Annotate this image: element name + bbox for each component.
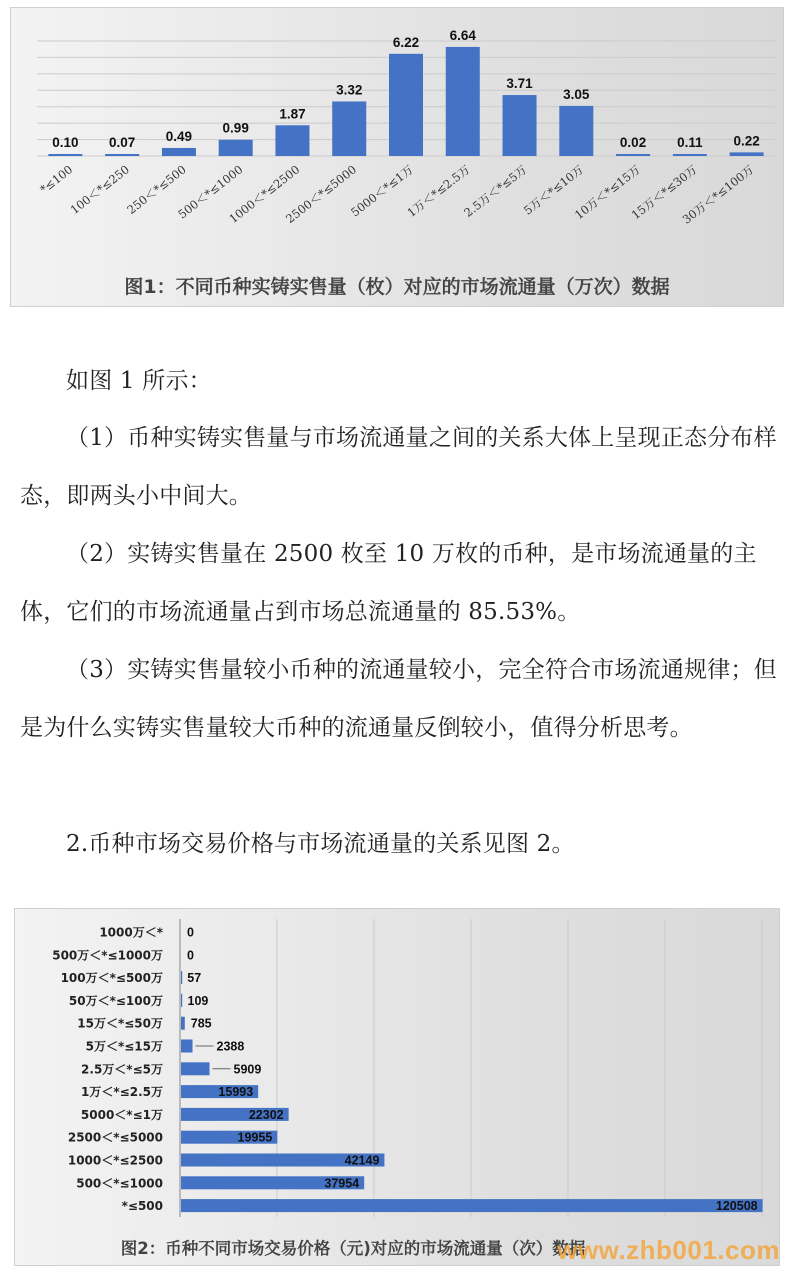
chart1-bar xyxy=(219,140,253,156)
chart2-value-label: 785 xyxy=(190,1016,212,1031)
chart2-value-label: 0 xyxy=(187,925,194,940)
chart2-value-label: 22302 xyxy=(248,1107,284,1122)
chart1-bar xyxy=(389,54,423,156)
chart1-category-label: 10万＜*≤15万 xyxy=(571,162,643,223)
chart1-value-label: 0.49 xyxy=(165,128,193,144)
chart2-bar xyxy=(181,1040,193,1053)
chart2-value-label: 109 xyxy=(187,993,209,1008)
chart1-value-label: 0.07 xyxy=(109,135,136,150)
chart2-category-label: 100万＜*≤500万 xyxy=(60,971,163,986)
chart1-caption: 图1：不同币种实铸实售量（枚）对应的市场流通量（万次）数据 xyxy=(124,276,670,298)
chart2-category-label: 1万＜*≤2.5万 xyxy=(81,1085,163,1100)
chart1-value-label: 0.02 xyxy=(619,135,647,150)
chart1-value-label: 3.05 xyxy=(563,86,590,102)
chart1-value-label: 3.32 xyxy=(336,82,363,98)
chart1-category-label: 5万＜*≤10万 xyxy=(520,162,587,218)
chart1-value-label: 0.99 xyxy=(222,120,249,136)
chart2-value-label: 5909 xyxy=(233,1062,262,1077)
paragraph-2: （2）实铸实售量在 2500 枚至 10 万枚的币种，是市场流通量的主体，它们的市场流通量占到市场总流通量的 85.53%。 xyxy=(20,541,757,625)
chart1-value-label: 0.10 xyxy=(52,135,79,150)
chart1-bar xyxy=(616,154,650,156)
chart2-value-label: 37954 xyxy=(324,1176,360,1191)
chart2-value-label: 2388 xyxy=(216,1039,245,1054)
chart2-bar xyxy=(181,1062,210,1075)
chart2-bar xyxy=(181,971,182,984)
chart1-category-label: 1000＜*≤2500 xyxy=(226,162,303,226)
chart2-value-label: 19955 xyxy=(237,1130,273,1145)
chart1-bar xyxy=(275,125,309,156)
figure-1-chart xyxy=(10,7,784,307)
chart1-category-label: 250＜*≤500 xyxy=(124,162,189,217)
chart1-bar xyxy=(48,154,82,156)
chart2-category-label: 500＜*≤1000 xyxy=(76,1176,163,1191)
paragraph-1: （1）币种实铸实售量与市场流通量之间的关系大体上呈现正态分布样态，即两头小中间大。 xyxy=(20,425,777,509)
chart1-value-label: 0.11 xyxy=(677,135,703,150)
intro-paragraph: 如图 1 所示： xyxy=(66,368,212,394)
chart2-bar xyxy=(181,1199,763,1212)
chart1-category-label: 15万＜*≤30万 xyxy=(628,162,700,223)
chart1-bar xyxy=(503,95,537,156)
chart2-category-label: 1000万＜* xyxy=(99,925,163,940)
chart2-category-label: 500万＜*≤1000万 xyxy=(52,948,163,963)
chart2-category-label: 5000＜*≤1万 xyxy=(80,1107,163,1122)
chart1-category-label: 30万＜*≤100万 xyxy=(679,162,757,227)
chart2-category-label: 2500＜*≤5000 xyxy=(67,1130,163,1145)
chart2-value-label: 120508 xyxy=(715,1199,758,1214)
chart1-category-label: 100＜*≤250 xyxy=(67,162,133,217)
chart2-caption: 图2：币种不同市场交易价格（元)对应的市场流通量（次）数据 xyxy=(120,1239,586,1258)
chart2-value-label: 57 xyxy=(187,971,202,986)
chart1-value-label: 0.22 xyxy=(733,133,760,149)
chart1-value-label: 6.22 xyxy=(392,34,420,50)
chart1-bar xyxy=(730,152,764,156)
chart2-category-label: 15万＜*≤50万 xyxy=(77,1016,163,1031)
chart1-category-label: 1万＜*≤2.5万 xyxy=(404,162,473,220)
chart1-value-label: 6.64 xyxy=(449,27,476,43)
chart2-value-label: 15993 xyxy=(218,1085,254,1100)
chart1-bar xyxy=(673,154,707,156)
chart1-value-label: 3.71 xyxy=(506,76,533,92)
chart1-value-label: 1.87 xyxy=(279,106,306,122)
figure-2-chart xyxy=(14,908,780,1266)
paragraph-3: （3）实铸实售量较小币种的流通量较小，完全符合市场流通规律；但是为什么实铸实售量较大币种的流通量反倒较小，值得分析思考。 xyxy=(20,657,777,741)
chart1-bar xyxy=(105,154,139,156)
figure-2-svg xyxy=(15,909,779,1265)
chart2-bar xyxy=(181,994,182,1007)
chart2-value-label: 0 xyxy=(187,948,194,963)
chart2-category-label: *≤500 xyxy=(121,1199,163,1214)
chart1-bar xyxy=(332,101,366,156)
chart2-category-label: 1000＜*≤2500 xyxy=(67,1153,163,1168)
watermark: www.zhb001.com xyxy=(557,1235,780,1265)
chart1-category-label: 2500＜*≤5000 xyxy=(283,162,360,226)
chart2-value-label: 42149 xyxy=(344,1153,380,1168)
chart1-category-label: 500＜*≤1000 xyxy=(175,162,246,222)
figure-1-svg xyxy=(11,8,783,306)
paragraph-4: 2.币种市场交易价格与市场流通量的关系见图 2。 xyxy=(66,831,575,857)
chart1-category-label: 2.5万＜*≤5万 xyxy=(461,162,530,220)
chart1-bar xyxy=(559,106,593,156)
chart2-bar xyxy=(181,1017,185,1030)
chart1-category-label: 5000＜*≤1万 xyxy=(348,162,416,220)
chart2-category-label: 5万＜*≤15万 xyxy=(85,1039,163,1054)
chart1-bar xyxy=(162,148,196,156)
chart1-bar xyxy=(446,47,480,156)
chart1-category-label: *≤100 xyxy=(37,162,76,197)
chart2-category-label: 50万＜*≤100万 xyxy=(68,993,163,1008)
chart2-category-label: 2.5万＜*≤5万 xyxy=(81,1062,163,1077)
